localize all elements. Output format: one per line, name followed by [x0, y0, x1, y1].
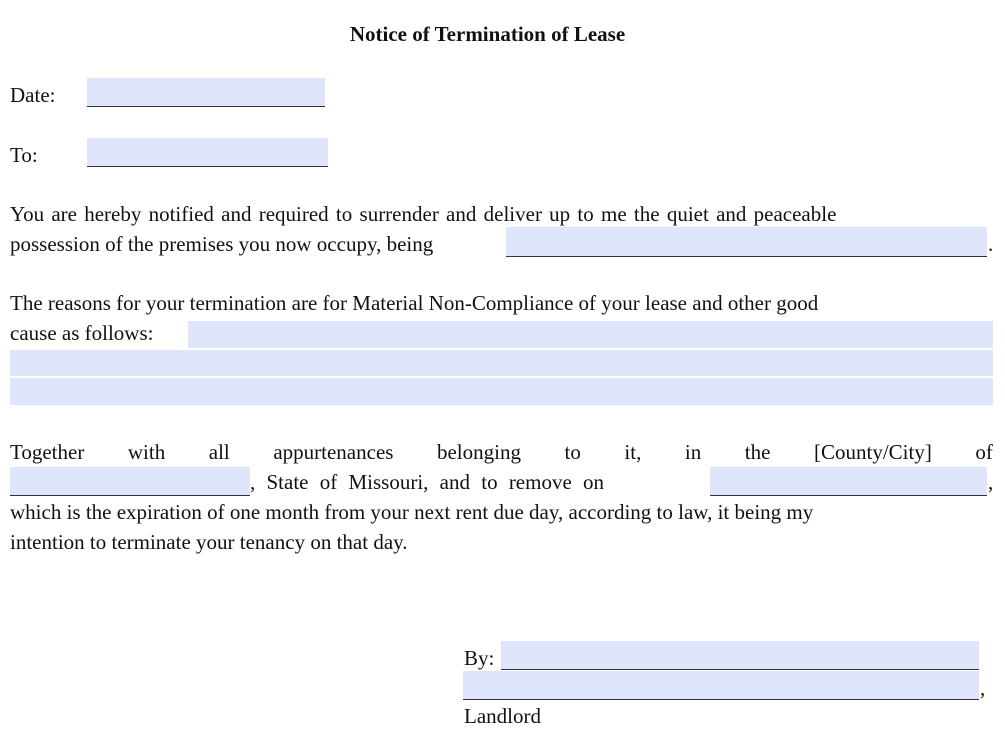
paragraph-2-line-1: The reasons for your termination are for Material Non-Compliance of your lease and other good [10, 291, 819, 315]
date-field[interactable] [87, 78, 325, 107]
paragraph-3-word: appurtenances [273, 440, 394, 464]
paragraph-3-line-1 [10, 437, 993, 467]
paragraph-3-line-3: which is the expiration of one month from your next rent due day, according to law, it being my [10, 500, 814, 524]
paragraph-1-period: . [988, 232, 994, 256]
paragraph-3-line-2-middle: , State of Missouri, and to remove on [250, 470, 605, 494]
paragraph-3-word: to [564, 440, 581, 464]
paragraph-3-word: [County/City] [813, 440, 932, 464]
paragraph-1-line-2-prefix: possession of the premises you now occupy, being [10, 232, 434, 256]
removal-date-field[interactable] [710, 467, 987, 496]
paragraph-3-word: Together [10, 440, 85, 464]
paragraph-3-comma: , [988, 470, 994, 494]
paragraph-3-line-4: intention to terminate your tenancy on that day. [10, 530, 408, 554]
paragraph-3-word: belonging [436, 440, 521, 464]
reasons-field-line-1[interactable] [188, 321, 993, 348]
landlord-name-field[interactable] [463, 671, 979, 700]
paragraph-1-text: You are hereby notified and required to surrender and deliver up to me the quiet and peaceable [10, 202, 837, 226]
page-title: Notice of Termination of Lease [349, 22, 626, 46]
date-label: Date: [10, 83, 56, 107]
paragraph-3-word: in [684, 440, 702, 464]
reasons-field-line-2[interactable] [10, 350, 993, 376]
signature-comma: , [980, 676, 986, 700]
premises-field[interactable] [506, 227, 987, 257]
paragraph-3-word: with [127, 440, 166, 464]
county-city-field[interactable] [10, 467, 250, 496]
by-label: By: [464, 646, 495, 670]
to-label: To: [10, 143, 38, 167]
landlord-label: Landlord [464, 704, 541, 728]
paragraph-3-word: all [208, 440, 230, 464]
paragraph-1-line-1 [10, 199, 993, 229]
signature-field[interactable] [501, 641, 979, 670]
paragraph-3-word: it, [624, 440, 642, 464]
reasons-field-line-3[interactable] [10, 378, 993, 405]
paragraph-2-line-2-prefix: cause as follows: [10, 321, 154, 345]
paragraph-3-word: the [744, 440, 771, 464]
paragraph-3-word: of [975, 440, 993, 464]
to-field[interactable] [87, 138, 328, 167]
